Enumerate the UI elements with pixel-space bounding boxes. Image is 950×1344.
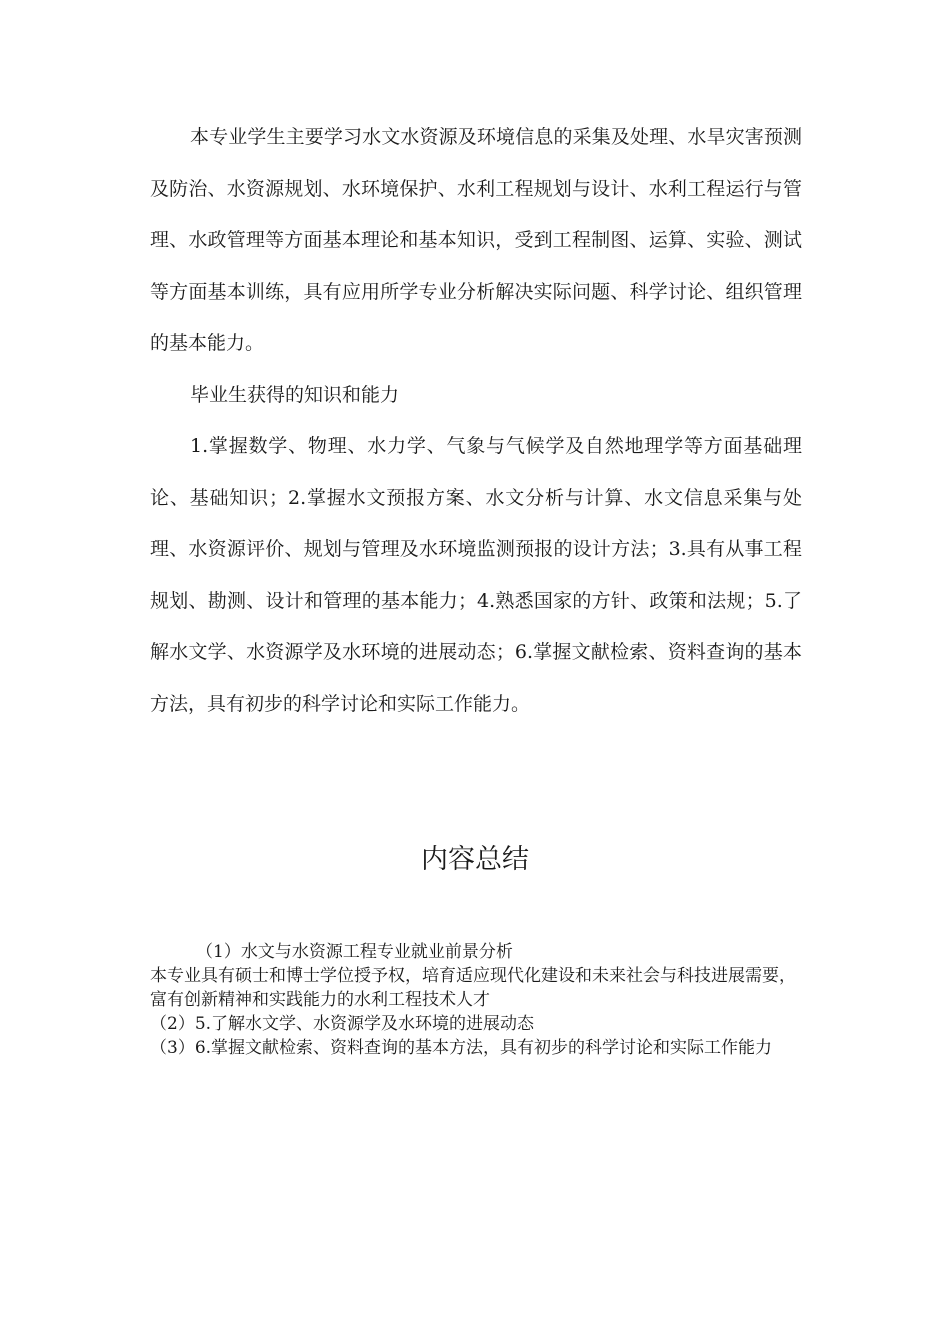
body-paragraph-abilities: 1.掌握数学、物理、水力学、气象与气候学及自然地理学等方面基础理论、基础知识；2.掌握水文预报方案、水文分析与计算、水文信息采集与处理、水资源评价、规划与管理及水环境监测预报的设计方法；3.具有从事工程规划、勘测、设计和管理的基本能力；4.熟悉国家的方针、政策和法规；5.了解水文学、水资源学及水环境的进展动态；6.掌握文献检索、资料查询的基本方法，具有初步的科学讨论和实际工作能力。 bbox=[150, 435, 802, 715]
summary-item-1: （1）水文与水资源工程专业就业前景分析 bbox=[196, 942, 513, 962]
summary-section bbox=[150, 940, 802, 1060]
summary-item-1-detail: 本专业具有硕士和博士学位授予权，培育适应现代化建设和未来社会与科技进展需要，富有创新精神和实践能力的水利工程技术人才 bbox=[150, 966, 796, 1010]
summary-item-3: （3）6.掌握文献检索、资料查询的基本方法，具有初步的科学讨论和实际工作能力 bbox=[150, 1038, 773, 1058]
summary-item-2: （2）5.了解水文学、水资源学及水环境的进展动态 bbox=[150, 1014, 535, 1034]
summary-title: 内容总结 bbox=[421, 844, 529, 875]
body-paragraph-heading: 毕业生获得的知识和能力 bbox=[190, 384, 400, 406]
body-paragraph-intro: 本专业学生主要学习水文水资源及环境信息的采集及处理、水旱灾害预测及防治、水资源规划、水环境保护、水利工程规划与设计、水利工程运行与管理、水政管理等方面基本理论和基本知识，受到工程制图、运算、实验、测试等方面基本训练，具有应用所学专业分析解决实际问题、科学讨论、组织管理的基本能力。 bbox=[150, 126, 802, 355]
